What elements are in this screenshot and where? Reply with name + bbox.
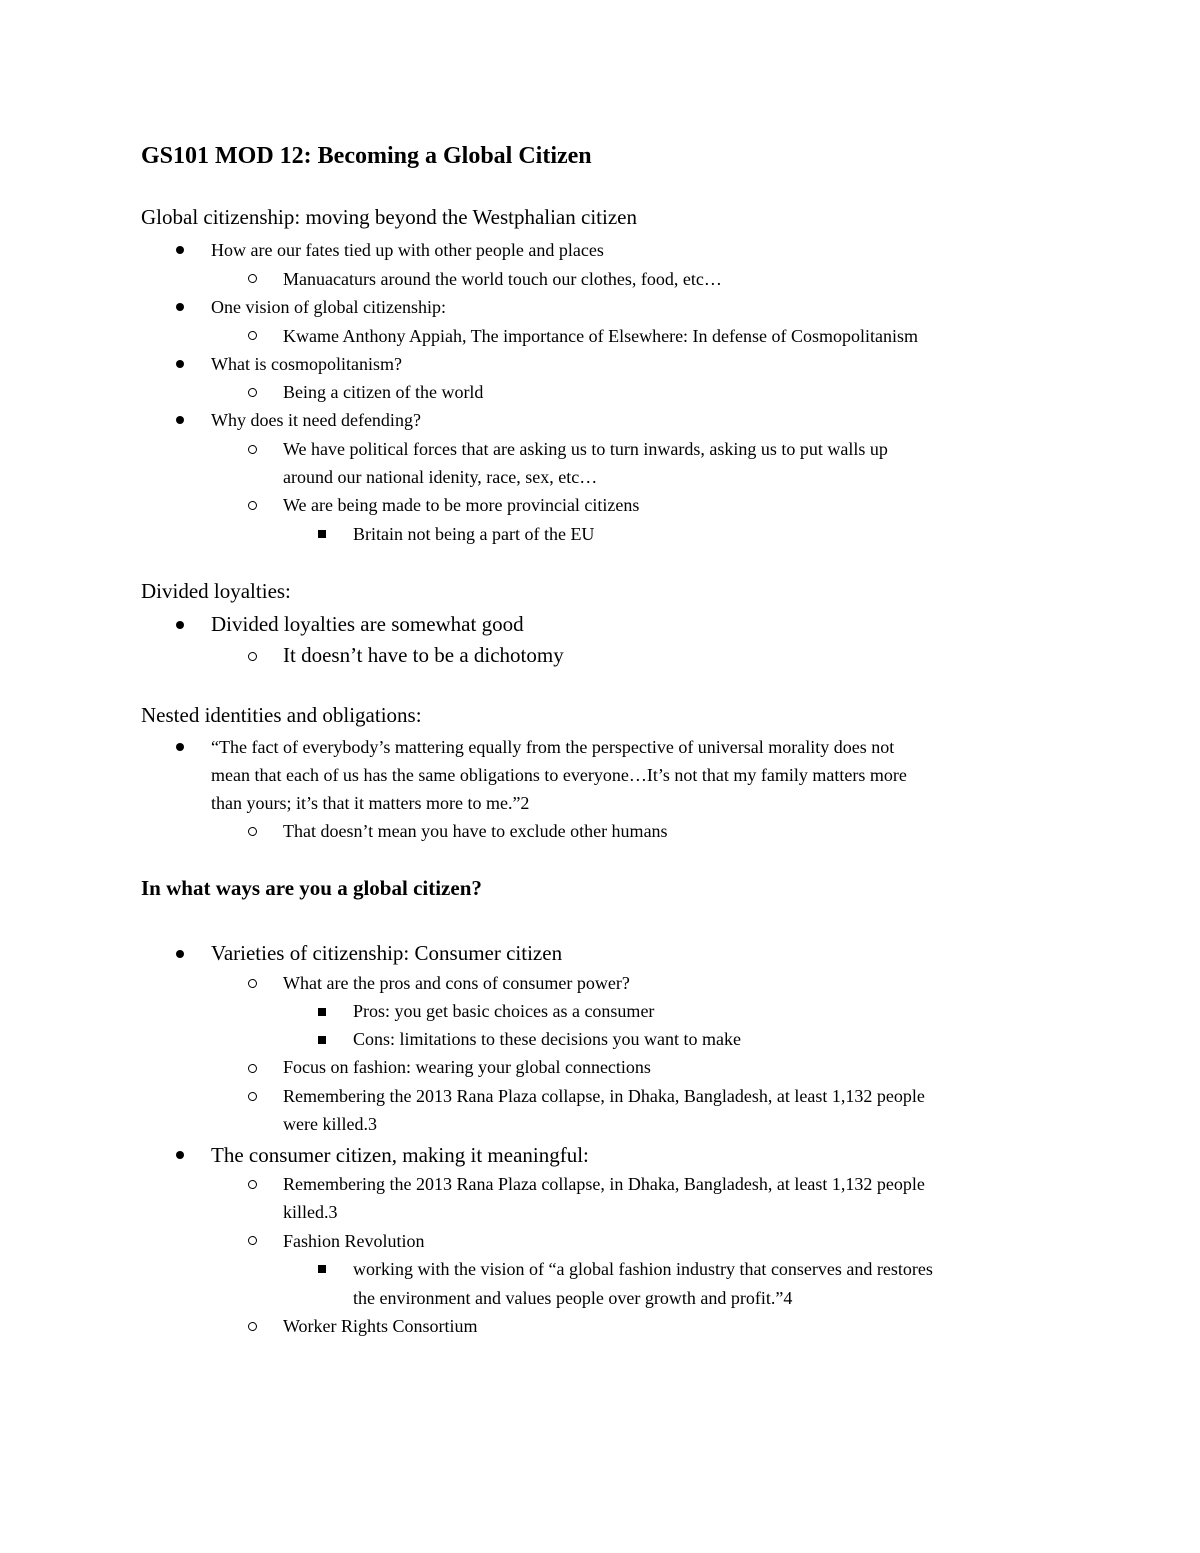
list-item: Manuacaturs around the world touch our clothes, food, etc… bbox=[283, 269, 722, 289]
circle-bullet-icon bbox=[248, 388, 257, 397]
section-heading-divided-loyalties: Divided loyalties: bbox=[141, 579, 291, 603]
list-item-continuation: than yours; it’s that it matters more to me.”2 bbox=[211, 793, 530, 813]
list-item: Being a citizen of the world bbox=[283, 382, 484, 402]
circle-bullet-icon bbox=[248, 652, 257, 661]
list-item: Cons: limitations to these decisions you want to make bbox=[353, 1029, 741, 1049]
disc-bullet-icon bbox=[176, 303, 184, 311]
square-bullet-icon bbox=[318, 1265, 326, 1273]
list-item: Worker Rights Consortium bbox=[283, 1316, 478, 1336]
circle-bullet-icon bbox=[248, 979, 257, 988]
disc-bullet-icon bbox=[176, 621, 184, 629]
list-item: Divided loyalties are somewhat good bbox=[211, 612, 524, 636]
list-item: That doesn’t mean you have to exclude other humans bbox=[283, 821, 668, 841]
list-item: It doesn’t have to be a dichotomy bbox=[283, 643, 564, 667]
circle-bullet-icon bbox=[248, 1322, 257, 1331]
section-heading-global-citizen-question: In what ways are you a global citizen? bbox=[141, 876, 482, 900]
list-item-continuation: the environment and values people over growth and profit.”4 bbox=[353, 1288, 793, 1308]
list-item-continuation: mean that each of us has the same obligations to everyone…It’s not that my family matters more bbox=[211, 765, 907, 785]
list-item: Remembering the 2013 Rana Plaza collapse, in Dhaka, Bangladesh, at least 1,132 people bbox=[283, 1174, 925, 1194]
list-item: One vision of global citizenship: bbox=[211, 297, 446, 317]
list-item-continuation: around our national idenity, race, sex, etc… bbox=[283, 467, 598, 487]
list-item: “The fact of everybody’s mattering equally from the perspective of universal morality does not bbox=[211, 737, 895, 757]
disc-bullet-icon bbox=[176, 416, 184, 424]
disc-bullet-icon bbox=[176, 246, 184, 254]
section-heading-nested-identities: Nested identities and obligations: bbox=[141, 703, 422, 727]
square-bullet-icon bbox=[318, 1008, 326, 1016]
list-item: We are being made to be more provincial citizens bbox=[283, 495, 640, 515]
list-item: We have political forces that are asking us to turn inwards, asking us to put walls up bbox=[283, 439, 888, 459]
circle-bullet-icon bbox=[248, 274, 257, 283]
square-bullet-icon bbox=[318, 530, 326, 538]
circle-bullet-icon bbox=[248, 1064, 257, 1073]
list-item: Remembering the 2013 Rana Plaza collapse, in Dhaka, Bangladesh, at least 1,132 people bbox=[283, 1086, 925, 1106]
list-item: Britain not being a part of the EU bbox=[353, 524, 595, 544]
list-item-continuation: were killed.3 bbox=[283, 1114, 377, 1134]
list-item: Why does it need defending? bbox=[211, 410, 421, 430]
circle-bullet-icon bbox=[248, 827, 257, 836]
list-item: How are our fates tied up with other people and places bbox=[211, 240, 604, 260]
circle-bullet-icon bbox=[248, 331, 257, 340]
list-item-continuation: killed.3 bbox=[283, 1202, 338, 1222]
disc-bullet-icon bbox=[176, 950, 184, 958]
list-item: The consumer citizen, making it meaningful: bbox=[211, 1143, 589, 1167]
section-heading-global-citizenship: Global citizenship: moving beyond the Westphalian citizen bbox=[141, 205, 637, 229]
circle-bullet-icon bbox=[248, 1180, 257, 1189]
list-item: What are the pros and cons of consumer power? bbox=[283, 973, 630, 993]
circle-bullet-icon bbox=[248, 445, 257, 454]
list-item: Fashion Revolution bbox=[283, 1231, 425, 1251]
list-item: Focus on fashion: wearing your global connections bbox=[283, 1057, 651, 1077]
list-item: working with the vision of “a global fashion industry that conserves and restores bbox=[353, 1259, 933, 1279]
list-item: Varieties of citizenship: Consumer citizen bbox=[211, 941, 563, 965]
disc-bullet-icon bbox=[176, 1151, 184, 1159]
circle-bullet-icon bbox=[248, 501, 257, 510]
circle-bullet-icon bbox=[248, 1092, 257, 1101]
disc-bullet-icon bbox=[176, 360, 184, 368]
square-bullet-icon bbox=[318, 1036, 326, 1044]
disc-bullet-icon bbox=[176, 743, 184, 751]
circle-bullet-icon bbox=[248, 1236, 257, 1245]
document-title: GS101 MOD 12: Becoming a Global Citizen bbox=[141, 143, 592, 169]
list-item: Pros: you get basic choices as a consumer bbox=[353, 1001, 655, 1021]
list-item: What is cosmopolitanism? bbox=[211, 354, 402, 374]
list-item: Kwame Anthony Appiah, The importance of Elsewhere: In defense of Cosmopolitanism bbox=[283, 326, 919, 346]
